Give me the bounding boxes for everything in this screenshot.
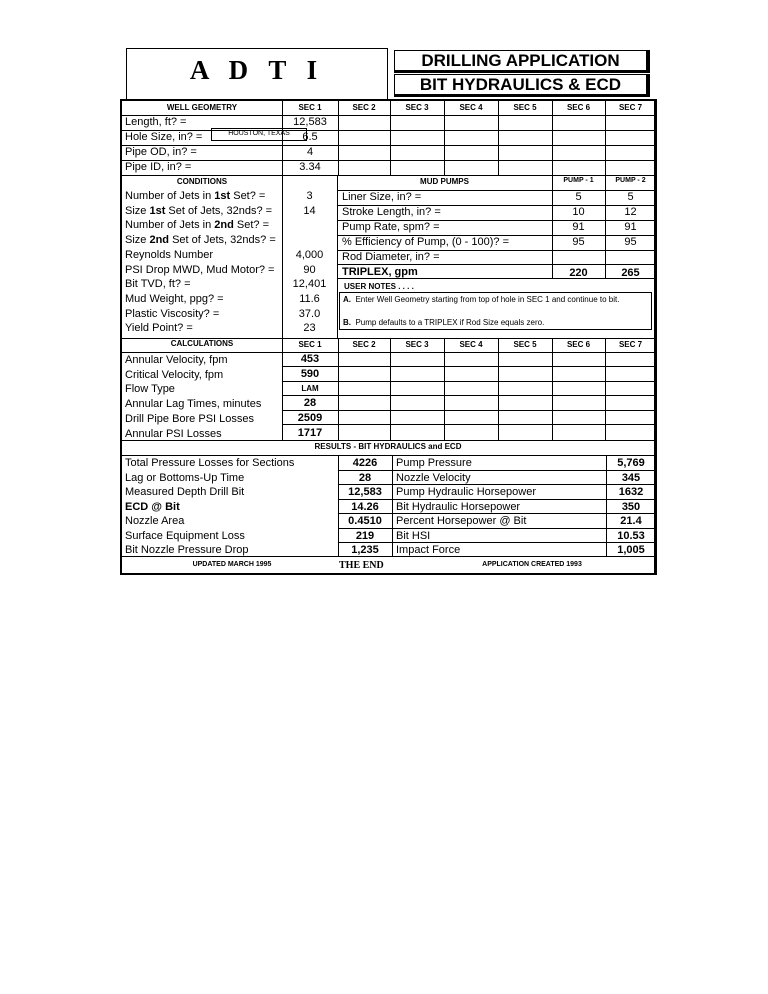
result-label: Pump Hydraulic Horsepower [396, 486, 536, 498]
grid-hline [122, 160, 654, 161]
condition-label-text: Plastic Viscosity? = [125, 307, 220, 320]
condition-label-text: Bit TVD, ft? = [125, 278, 191, 291]
geo-section-header: SEC 4 [459, 103, 483, 112]
pump-2-value: 95 [624, 236, 637, 248]
grid-vline [338, 338, 339, 440]
pump-2-value: 12 [624, 206, 637, 218]
pump-label: Pump Rate, spm? = [342, 221, 440, 233]
result-value: 219 [355, 529, 375, 542]
user-note-a-key: A. [343, 295, 351, 304]
result-value: 28 [358, 471, 372, 484]
calculation-label: Critical Velocity, fpm [125, 368, 224, 381]
condition-label [125, 292, 224, 306]
mud-pumps-header: MUD PUMPS [420, 177, 469, 186]
condition-label-text: Reynolds Number [125, 248, 214, 261]
geo-section-header: SEC 3 [405, 103, 429, 112]
pump-2-value: 5 [627, 191, 634, 203]
condition-label [125, 189, 265, 203]
user-note-a-text: Enter Well Geometry starting from top of hole in SEC 1 and continue to bit. [355, 295, 620, 304]
condition-value: 11.6 [299, 292, 320, 305]
pump-2-value: 91 [624, 221, 637, 233]
pump-label: Liner Size, in? = [342, 191, 422, 203]
grid-vline [605, 338, 606, 440]
result-label: Nozzle Velocity [396, 471, 471, 484]
calc-section-header: SEC 2 [352, 340, 376, 349]
condition-label-bold: 1st [214, 190, 231, 202]
result-label: Measured Depth Drill Bit [125, 486, 245, 498]
grid-vline [498, 338, 499, 440]
title-line-1: DRILLING APPLICATION [394, 50, 650, 73]
calculation-sec1-value: 453 [300, 353, 320, 365]
calc-section-header: SEC 3 [405, 340, 429, 349]
result-label: ECD @ Bit [125, 500, 180, 513]
geo-section-header: SEC 2 [352, 103, 376, 112]
geometry-sec1-value: 6.5 [302, 131, 318, 143]
result-label: Percent Horsepower @ Bit [396, 515, 527, 527]
result-label: Nozzle Area [125, 515, 185, 527]
result-value: 0.4510 [348, 515, 382, 527]
condition-label-bold: 2nd [149, 234, 170, 247]
grid-vline [392, 455, 393, 556]
calculation-label: Flow Type [125, 383, 175, 396]
result-value: 1,005 [617, 544, 645, 556]
condition-value: 90 [303, 263, 316, 276]
logo-name: A D T I [189, 55, 325, 85]
geometry-sec1-value: 3.34 [299, 161, 321, 173]
result-label: Pump Pressure [396, 457, 472, 469]
user-note-a [343, 294, 648, 305]
result-value: 4226 [352, 457, 378, 469]
condition-value: 12,401 [292, 278, 327, 291]
calculations-header: CALCULATIONS [170, 339, 234, 348]
condition-label-text: Number of Jets in [125, 190, 215, 202]
result-value: 1632 [618, 486, 644, 498]
condition-value: 3 [306, 190, 313, 202]
result-value: 350 [621, 500, 641, 513]
condition-label-text: Mud Weight, ppg? = [125, 292, 224, 305]
geo-section-header: SEC 6 [566, 103, 591, 112]
geometry-label: Hole Size, in? = [125, 131, 203, 143]
condition-label-bold: 1st [149, 204, 166, 217]
user-notes-header: USER NOTES . . . . [344, 282, 414, 291]
calculation-label: Annular PSI Losses [125, 427, 222, 440]
result-value: 345 [621, 471, 641, 484]
calculation-sec1-value: 28 [303, 397, 317, 410]
footer-created: APPLICATION CREATED 1993 [482, 561, 582, 568]
condition-label-suffix: Set? = [230, 190, 266, 202]
geo-section-header: SEC 7 [618, 103, 643, 112]
result-label: Lag or Bottoms-Up Time [125, 471, 245, 484]
grid-hline [122, 115, 654, 116]
result-label: Bit HSI [396, 529, 431, 542]
condition-value: 23 [303, 322, 316, 335]
geometry-sec1-value: 4 [306, 146, 314, 158]
geometry-sec1-value: 12,583 [293, 116, 327, 128]
user-note-b-key: B. [343, 318, 351, 327]
user-notes-box [339, 292, 652, 330]
grid-hline [122, 145, 654, 146]
condition-label [125, 204, 272, 218]
grid-vline [444, 338, 445, 440]
title-line-2: BIT HYDRAULICS & ECD [394, 74, 650, 97]
pump-1-value: 95 [572, 236, 585, 248]
result-value: 14.26 [351, 500, 379, 513]
condition-label-suffix: Set of Jets, 32nds? = [169, 234, 276, 247]
calculation-label: Annular Velocity, fpm [125, 354, 228, 366]
calc-section-header: SEC 1 [298, 340, 322, 349]
condition-label [125, 307, 219, 321]
footer-the-end: THE END [339, 560, 384, 571]
calc-section-header: SEC 5 [513, 340, 537, 349]
condition-label-suffix: Set? = [233, 219, 269, 232]
geometry-label: Pipe OD, in? = [125, 146, 197, 158]
condition-label [125, 277, 191, 291]
geo-section-header: SEC 1 [298, 103, 322, 112]
calculation-label: Annular Lag Times, minutes [125, 398, 262, 411]
triplex-pump-2: 265 [621, 267, 640, 279]
result-label: Surface Equipment Loss [125, 529, 245, 542]
geometry-label: Length, ft? = [125, 116, 187, 128]
condition-value: 14 [303, 204, 316, 217]
condition-value: 4,000 [295, 248, 324, 261]
footer-updated: UPDATED MARCH 1995 [192, 561, 272, 568]
user-note-b-text: Pump defaults to a TRIPLEX if Rod Size equals zero. [355, 318, 545, 327]
condition-label [125, 263, 274, 277]
condition-label-text: PSI Drop MWD, Mud Motor? = [125, 263, 275, 276]
pump-label: Stroke Length, in? = [342, 206, 441, 218]
result-label: Total Pressure Losses for Sections [125, 457, 295, 469]
well-geometry-header: WELL GEOMETRY [166, 103, 238, 112]
condition-label-suffix: Set of Jets, 32nds? = [165, 204, 273, 217]
calculation-sec1-value: LAM [301, 384, 319, 394]
conditions-header: CONDITIONS [176, 177, 228, 186]
condition-label [125, 248, 213, 262]
result-value: 1,235 [351, 544, 379, 556]
pump-1-value: 10 [572, 206, 585, 218]
calculation-label: Drill Pipe Bore PSI Losses [125, 412, 254, 425]
condition-label-text: Size [125, 204, 150, 217]
condition-label [125, 218, 269, 232]
calc-section-header: SEC 4 [459, 340, 483, 349]
triplex-pump-1: 220 [569, 267, 588, 279]
calculation-sec1-value: 2509 [297, 411, 323, 424]
condition-label [125, 233, 276, 247]
grid-vline [390, 338, 391, 440]
pump-2-header: PUMP - 2 [615, 177, 646, 184]
user-note-b [343, 317, 648, 328]
pump-1-header: PUMP - 1 [563, 177, 594, 184]
condition-label-text: Size [125, 234, 150, 247]
result-label: Impact Force [396, 544, 461, 556]
condition-label-bold: 2nd [214, 219, 234, 232]
condition-value: 37.0 [298, 307, 321, 320]
condition-label-text: Number of Jets in [125, 219, 215, 232]
calc-section-header: SEC 7 [618, 340, 643, 349]
results-header: RESULTS - BIT HYDRAULICS and ECD [314, 442, 462, 451]
pump-label: Rod Diameter, in? = [342, 251, 440, 263]
geo-section-header: SEC 5 [513, 103, 537, 112]
result-value: 12,583 [348, 486, 382, 498]
pump-1-value: 5 [575, 191, 582, 203]
triplex-label: TRIPLEX, gpm [342, 266, 418, 278]
result-label: Bit Hydraulic Horsepower [396, 500, 521, 513]
grid-vline [552, 338, 553, 440]
result-value: 5,769 [617, 457, 645, 469]
grid-vline [337, 175, 338, 338]
result-value: 21.4 [620, 515, 642, 527]
calculation-sec1-value: 1717 [297, 426, 323, 439]
condition-label-text: Yield Point? = [125, 322, 193, 335]
geometry-label: Pipe ID, in? = [125, 161, 192, 173]
result-label: Bit Nozzle Pressure Drop [125, 544, 249, 556]
result-value: 10.53 [617, 529, 645, 542]
logo-location: HOUSTON, TEXAS [211, 128, 307, 141]
pump-1-value: 91 [572, 221, 585, 233]
hydraulics-sheet [120, 99, 657, 575]
calc-section-header: SEC 6 [566, 340, 591, 349]
calculation-sec1-value: 590 [300, 367, 320, 380]
condition-label [125, 321, 193, 335]
pump-label: % Efficiency of Pump, (0 - 100)? = [342, 236, 510, 248]
